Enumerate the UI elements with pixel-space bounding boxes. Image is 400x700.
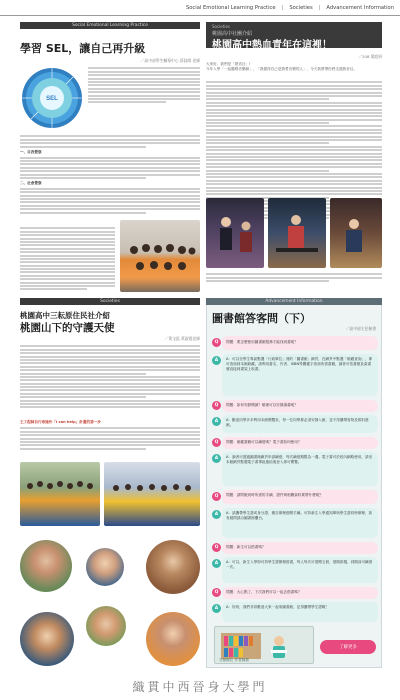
indigenous-body-text [20,344,200,410]
club-performance-photo-1 [206,198,264,268]
indigenous-circle-photo-4 [20,612,74,666]
library-illustration-caption: 分類歸位 作者歸類 [219,658,249,662]
top-navigation [0,0,400,16]
answer-badge-icon: A [212,559,221,568]
club-title-small: 桃園高中社團介紹 [212,31,253,37]
question-badge-icon: Q [212,401,221,410]
indigenous-title-small: 桃園高中三耘原住民社介紹 [20,311,110,320]
library-q3-text: 問題：館藏書籍可以續借嗎？電子書如何使用？ [226,440,302,444]
sel-title: 學習 SEL，讓自己再升級 [20,42,146,55]
bookshelf-icon [221,633,261,659]
library-illustration [214,626,314,664]
library-a3-text: A：讀者可透過圖書館網頁申請續借，每次續借期限為一週。電子書可於校內網路使用，請至本館網頁點選電子書專區連結後登入即可閱覽。 [226,455,373,464]
library-a2-text: A：歡迎同學多多利用本館閱覽室，每一位同學都必須安靜入館，並不得攜帶食物及飲料進館。 [226,418,369,427]
club-band-label: Societies [212,24,230,29]
indigenous-circle-photo-5 [86,606,126,646]
answer-badge-icon: A [212,356,221,365]
answer-badge-icon: A [212,417,221,426]
sel-author: ／高中部學生輔導中心 薛鈺晴 老師 [140,58,200,63]
library-title: 圖書館答客問（下） [212,312,311,325]
sel-body-text-2 [20,226,115,292]
nav-sel[interactable]: Social Emotional Learning Practice [185,4,276,11]
answer-badge-icon: A [212,604,221,613]
library-q6-text: 問題：大心點了，下次我們可以一起去借書嗎？ [226,590,302,594]
sel-student-group-photo [120,220,200,292]
library-q5-text: 問題：新生可以借書嗎？ [226,545,266,549]
indigenous-circle-photo-1 [20,540,72,592]
library-q4-text: 問題：請問報到時所需的手續、證件與相關資料要帶什麼呢？ [226,493,324,497]
library-q2-text: 問題：如何安靜閱讀？哪裡可以安靜讀書呢？ [226,403,298,407]
indigenous-circle-photo-6 [146,612,200,666]
sel-subhead-self-awareness: 一、自我覺察 [20,149,42,154]
section-band-sel: Social Emotional Learning Practice [20,22,200,29]
question-badge-icon: Q [212,438,221,447]
library-a5-text: A：可以，新生入學即可持學生證辦理借書，每人每次可借閱五冊，借期兩週，到期前可續借一次。 [226,560,373,569]
nav-separator: | [318,4,321,11]
library-q1-text: 問題：要怎麼使用圖書館服務才能找到書呢？ [226,340,298,344]
nav-separator: | [281,4,284,11]
indigenous-circle-photo-3 [146,540,200,594]
question-badge-icon: Q [212,338,221,347]
footer-title: 織貫中西晉身大學門 [132,680,268,694]
nav-advancement[interactable]: Advancement Information [326,4,394,11]
answer-badge-icon: A [212,510,221,519]
sel-intro-text [88,66,200,105]
club-title: 桃園高中熱血青年在這裡！ [212,40,332,51]
sel-wheel-diagram [20,66,84,130]
library-a1-text: A：可以至學生專區點選「行政單位」裡的「圖書館」網頁，在網頁中點選「館藏查詢」，即可查詢到本館館藏。請利用書名、作者、ISBN等關鍵字查詢所需書籍，讀者可依書號及索書號直接到書架上取書。 [226,357,373,371]
question-badge-icon: Q [212,588,221,597]
section-band-indigenous: Societies [20,298,200,305]
club-performance-photo-3 [330,198,382,268]
club-lead-question: 大家好，我們是「熱音社」! [206,62,251,66]
indigenous-circle-photo-2 [86,548,124,586]
nav-societies[interactable]: Societies [289,4,313,11]
sel-body-text [20,134,200,215]
reader-figure-icon [271,636,287,658]
sel-diagram-center-label: SEL [46,96,58,102]
indigenous-author: ／黃宝鈺 黃淑霞老師 [164,336,200,341]
club-lead-answer: 今年入學「一起聽唱音樂劇」，「我覺得自己是熱愛音樂的人」，今天我將帶你們走進熱音社。 [206,67,357,71]
question-badge-icon: Q [212,492,221,501]
library-author: ／高中部主任秘書 [345,326,376,331]
question-badge-icon: Q [212,543,221,552]
sel-subhead-social-awareness: 二、社會覺察 [20,180,42,185]
club-header-block [206,22,382,51]
indigenous-body-text-2 [20,426,200,451]
indigenous-group-photo-2 [104,462,200,526]
club-author: ／208 葉庭妍 [358,54,382,59]
library-a6-text: A：好呀，我們非常歡迎大家一起來圖書館，記得攜帶學生證喔！ [226,605,330,609]
indigenous-title: 桃園山下的守護天使 [20,322,115,334]
section-band-library: Advancement Information [206,298,382,305]
club-performance-photo-2 [268,198,326,268]
answer-badge-icon: A [212,454,221,463]
library-a4-text: A：請攜帶學生證或身分證，親自辦理借閱手續。可持新生入學通知單與學生證同時辦理，如有疑問請洽圖書館櫃台。 [226,511,373,520]
club-body-text-2 [206,272,382,284]
learn-more-button[interactable]: 了解更多 [320,640,376,654]
indigenous-group-photo-1 [20,462,100,526]
indigenous-highlight-text: 王工程師自行車施作「I can help」計畫的第一步 [20,420,101,424]
